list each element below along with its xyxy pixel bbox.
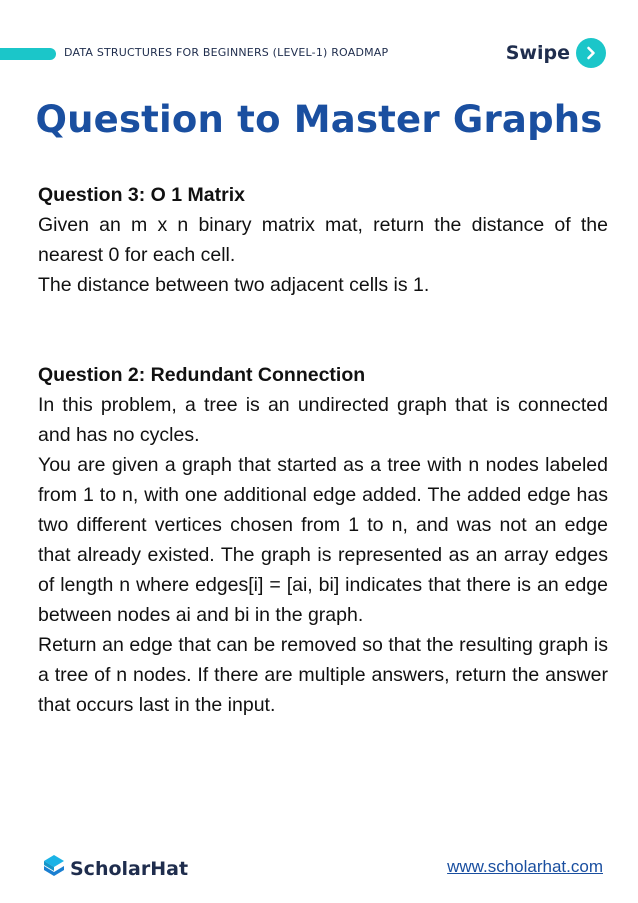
question-text: The distance between two adjacent cells is 1. xyxy=(38,274,430,296)
question-heading: Question 2: Redundant Connection xyxy=(38,364,366,386)
questions-content xyxy=(38,180,608,720)
scholarhat-brand[interactable] xyxy=(42,852,188,885)
website-link[interactable]: www.scholarhat.com xyxy=(447,857,603,876)
question-text: Given an m x n binary matrix mat, return the distance of the nearest 0 for each cell. xyxy=(38,214,608,266)
question-block xyxy=(38,180,608,300)
accent-bar xyxy=(0,48,56,60)
swipe-label[interactable]: Swipe xyxy=(505,42,570,64)
brand-name: ScholarHat xyxy=(70,857,189,880)
question-text: You are given a graph that started as a tree with n nodes labeled from 1 to n, with one additional edge added. The added edge has two different vertices chosen from 1 to n, and was not an edge that already existed. The graph is represented as an array edges of length n where edges[i] = [ai, bi] indicates that there is an edge between nodes ai and bi in the graph. xyxy=(38,454,608,626)
swipe-control[interactable] xyxy=(506,38,606,68)
scholarhat-logo-icon xyxy=(42,852,66,885)
question-text: Return an edge that can be removed so that the resulting graph is a tree of n nodes. If there are multiple answers, return the answer that occurs last in the input. xyxy=(38,634,608,716)
roadmap-header: DATA STRUCTURES FOR BEGINNERS (LEVEL-1) ROADMAP xyxy=(64,46,389,59)
chevron-right-icon[interactable] xyxy=(576,38,606,68)
question-text: In this problem, a tree is an undirected graph that is connected and has no cycles. xyxy=(38,394,608,446)
page-title: Question to Master Graphs xyxy=(35,98,603,141)
question-block xyxy=(38,360,608,720)
question-heading: Question 3: O 1 Matrix xyxy=(38,184,245,206)
